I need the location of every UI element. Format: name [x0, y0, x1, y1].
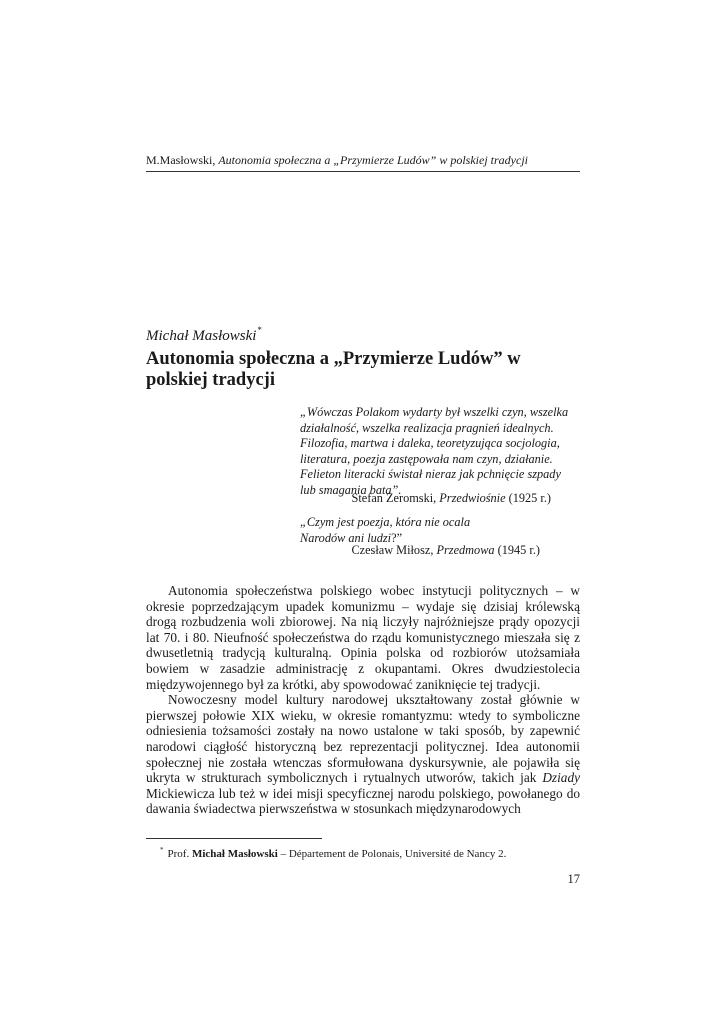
epigraph-2 — [300, 515, 590, 546]
footnote-name: Michał Masłowski — [191, 848, 278, 860]
epigraph-line: „Czym jest poezja, która nie ocala — [300, 515, 471, 529]
paragraph: Autonomia społeczeństwa polskiego wobec instytucji politycznych – w okresie poprzedzającym upadek komunizmu – wydaje się dzisiaj królewską drogą rozbudzenia woli zbiorowej. Na nią liczyły najróżniejsze prądy opozycji lat 70. i 80. Nieufność społeczeństwa do rządu komunistycznego mieszała się z dwusetletnią tradycją kulturalną. Opinia polska od rozbiorów utożsamiała bowiem w zasadzie administrację z okupantami. Okres dwudziestolecia międzywojennego był za krótki, aby spowodować zaniknięcie tej tradycji. — [146, 583, 580, 692]
epigraph-tail: ?” — [391, 530, 403, 545]
epigraph-2-source — [300, 543, 540, 559]
footnote-prefix: Prof. — [167, 848, 192, 860]
epigraph-line: Felieton literacki świstał nieraz jak pchnięcie szpady — [300, 467, 561, 482]
article-author — [146, 320, 262, 346]
epigraph-line: lub smagania bata”. — [300, 482, 402, 497]
running-head-title: Autonomia społeczna a „Przymierze Ludów” w polskiej tradycji — [218, 153, 528, 167]
page-number: 17 — [567, 872, 580, 886]
source-work: Przedwiośnie — [439, 491, 506, 505]
epigraph-line: literatura, poezja zastępowała nam czyn, działanie. — [300, 451, 553, 466]
source-year: (1925 r.) — [505, 491, 551, 505]
running-head-author: M.Masłowski, — [146, 153, 219, 167]
source-author: Stefan Żeromski, — [351, 491, 440, 505]
running-head — [146, 153, 580, 168]
italic-title: Dziady — [542, 770, 580, 786]
epigraph-line: działalność, wszelka realizacja pragnień idealnych. — [300, 420, 554, 435]
source-author: Czesław Miłosz, — [351, 543, 437, 557]
footnote-mark: * — [160, 846, 164, 854]
paragraph-text: Mickiewicza lub też w idei misji specyficznej narodu polskiego, powołanego do dawania świadectwa pierwszeństwa w stosunkach międzynarodowych — [146, 785, 580, 817]
footnote-text: – Département de Polonais, Université de Nancy 2. — [277, 848, 507, 860]
source-work: Przedmowa — [436, 543, 495, 557]
author-name: Michał Masłowski — [146, 328, 257, 344]
header-rule — [146, 171, 580, 172]
epigraph-line: „Wówczas Polakom wydarty był wszelki czyn, wszelka — [300, 405, 569, 419]
epigraph-1 — [300, 405, 590, 499]
footnote-rule — [146, 838, 322, 839]
epigraph-1-source — [300, 491, 551, 507]
footnote — [160, 843, 506, 861]
epigraph-line: Filozofia, martwa i daleka, teoretyzująca socjologia, — [300, 436, 560, 451]
author-footnote-mark: * — [257, 325, 262, 335]
paragraph — [146, 692, 580, 817]
source-year: (1945 r.) — [494, 543, 540, 557]
article-title: Autonomia społeczna a „Przymierze Ludów” w polskiej tradycji — [146, 349, 521, 390]
paragraph-text: Nowoczesny model kultury narodowej ukształtowany został głównie w pierwszej połowie XIX wieku, w okresie romantyzmu: wtedy to symboliczne odniesienia tożsamości zostały na nowo ustalone w taki sposób, by zapewnić narodowi ciągłość historyczną bez reprezentacji politycznej. Idea autonomii społecznej nie została wtenczas sformułowana dyskursywnie, ale pojawiła się ukryta w strukturach symbolicznych i rytualnych utworów, takich jak — [146, 692, 580, 786]
epigraph-line: Narodów ani ludzi — [300, 530, 392, 545]
body-text — [146, 583, 580, 817]
